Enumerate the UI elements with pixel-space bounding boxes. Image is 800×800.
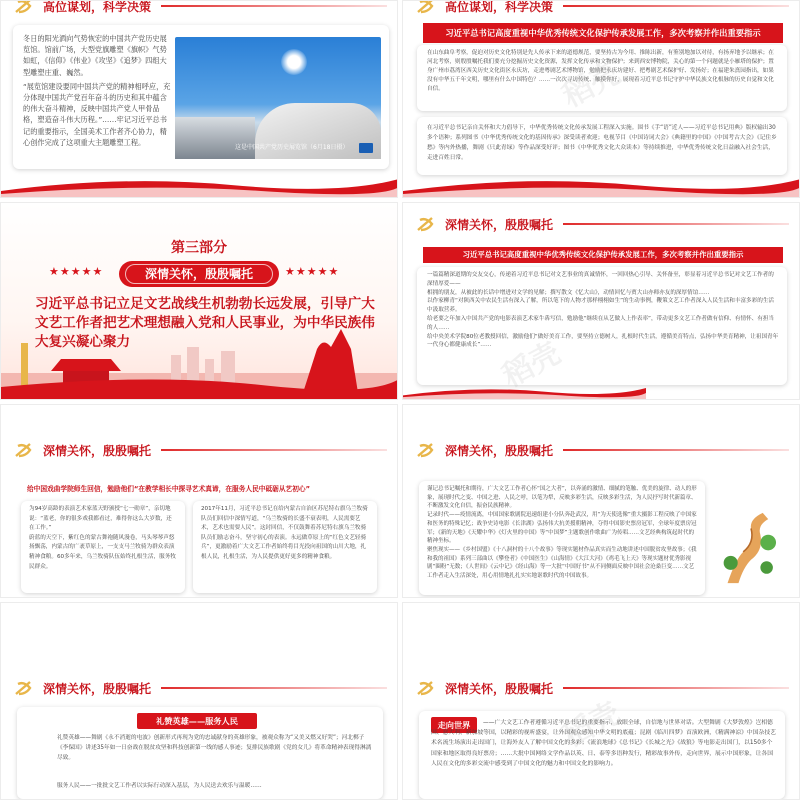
paragraph: 相拥的朋友，从被此的长话中增进对文学的见解；撰写散文《忆大山》，动情回忆与贾大山亦师亦友的深厚情谊…… <box>427 289 710 296</box>
party-emblem-icon <box>415 0 437 15</box>
slide-header <box>403 0 799 23</box>
paragraph: 在习近平总书记亲自关怀和大力倡导下，中华优秀传统文化传承发展工程深入实施。围书《手“语”近人——习近平总书记用典》版权输出30多个语种；系列图书《中华优秀传统文化的基因传承》深受读者欢迎；电视节目《中国诗词大会》《典籍里的中国》《中国考古大会》《记住乡愁》等内外热播，舞剧《只此青绿》等作品深受好评；图书《中华优秀文化大众读本》等持续推进，中华优秀传统文化日益融入社会生活，走进百姓日常。 <box>427 125 777 161</box>
party-emblem-icon <box>13 441 35 459</box>
slide-header <box>403 207 799 241</box>
slide-7[interactable] <box>0 602 398 800</box>
paragraph: 给老要之年加入中国共产党的电影表演艺术家牛犇写信，勉励他“继续在从艺做人上作表率”，带动更多文艺工作者做有信仰、有情怀、有担当的人…… <box>427 315 775 331</box>
header-divider <box>161 687 387 689</box>
party-emblem-icon <box>415 441 437 459</box>
slide-1[interactable] <box>0 0 398 198</box>
section-tag: 礼赞英雄——服务人民 <box>137 713 257 729</box>
content-card <box>417 267 787 385</box>
paragraph-text: ——广大文艺工作者遵循习近平总书记的重要指示，放眼全球，自信地与世界对话。大型舞剧《大梦敦煌》岂相德国、意大利、新加坡等国，以精彩的视听盛宴，让外国观众感知中华文明的底蕴；昆剧《临川四梦》首演欧洲，《精满神凉》中国杂技艺术名流生场演出走出国门，让海外友人了解中国文化的多彩；《流浪地球》《总书记》《长城之光》《战狼》等电影走出国门，以150多个国家和地区取得良好票房；……大批中国网络文学作品以英、日、泰等多语种发行，精彩故事外传，走向世界，展示中国形象，让各国人民在文化的多彩交流中感受到了中国文化的魅力和中国文化的影响力。 <box>431 720 776 767</box>
slide-title: 高位谋划，科学决策 <box>43 0 152 14</box>
slide-title: 深情关怀，殷殷嘱托 <box>43 444 152 458</box>
ribbon-label: 深情关怀，殷殷嘱托 <box>144 267 253 281</box>
paragraph <box>431 718 777 769</box>
paragraph: 一篇篇精深道期的交友交心，传递着习近平总书记对文艺事业的真诚情怀，一回回热心引导、关怀备至，彰显着习近平总书记对文艺工作者的深情厚爱—— <box>427 272 774 287</box>
header-divider <box>563 687 789 689</box>
star-row-right: ★★★★★ <box>285 265 340 278</box>
slide-3-section-cover[interactable] <box>0 202 398 400</box>
content-card <box>417 45 787 111</box>
slide-header <box>403 433 799 467</box>
xinhua-logo-icon <box>359 143 373 153</box>
header-divider <box>161 449 387 451</box>
slide-header <box>1 671 397 705</box>
slide-8[interactable] <box>402 602 800 800</box>
header-divider <box>563 449 789 451</box>
text-block <box>427 485 699 581</box>
slide-title: 深情关怀，殷殷嘱托 <box>445 218 554 232</box>
slide-4[interactable] <box>402 202 800 400</box>
text-block <box>427 271 779 350</box>
ribbon-border <box>125 264 273 284</box>
section-number: 第三部分 <box>171 240 227 256</box>
header-divider <box>563 5 789 7</box>
slide-title: 深情关怀，殷殷嘱托 <box>445 444 554 458</box>
section-banner: 习近平总书记高度重视中华优秀传统文化保护传承发展工作，多次考察并作出重要指示 <box>423 247 783 263</box>
wave-decoration <box>1 161 398 197</box>
paragraph: 礼赞英雄——舞剧《永不消逝的电波》创新形式再现为党的忠诚献身的英雄形象，被观众称为“又美又燃又好哭”；河北梆子《李保国》讲述35年如一日奋战在脱贫攻坚和科技创新第一线的感人事迹；复排民族歌剧《党的女儿》将革命精神表现得淋漓尽致。 <box>57 735 372 761</box>
slide-5[interactable] <box>0 404 398 598</box>
paragraph: 聚焦现实——《乡村国盟》《十八洞村的十八个故事》等现实题材作品真实而生动地讲述中国脱贫攻坚故事；《我和我的祖国》系列三部曲以《攀登者》《中国医生》《山海情》《大江大河》《鸡毛飞上天》等现实题材优秀影视剧“圈粉”无数；《人世间》《云中记》《经山海》等一大批“中国好书”从不同侧面反映中国社会沧桑巨变……文艺工作者走入生活深处，用心用情地扎扎实实地讴歌时代的中国故事。 <box>427 546 697 580</box>
section-title: 习近平总书记立足文艺战线生机勃勃长远发展，引导广大文艺工作者把艺术理想融入党和人民事业，为中华民族伟大复兴凝心聚力 <box>35 296 375 350</box>
paragraph: “展览馆建设要同中国共产党的精神相呼应，充分体现中国共产党百年奋斗的历史和其中蕴含的伟大奋斗精神，反映中国共产党人甲骨品格，塑造奋斗伟大历程。”……牢记习近平总书记的重要指示，全国美术工作者齐心协力，精心创作完成了这项重大主题雕塑工程。 <box>23 81 171 147</box>
content-card <box>419 481 705 595</box>
wave-decoration <box>403 377 646 399</box>
section-ribbon <box>119 261 279 287</box>
slide-2[interactable] <box>402 0 800 198</box>
slide-subtitle: 给中国戏曲学院师生回信，勉励他们“在教学相长中探寻艺术真谛，在服务人民中砥砺从艺初心” <box>27 485 310 493</box>
great-wall-illustration <box>711 505 791 591</box>
photo <box>175 37 381 159</box>
paragraph: 为94岁高龄的表演艺术家蓝天野颁授“七一勋章”，亲切地说：“蓝老，你的很多戏我都看过，难得你这么大岁数，还在工作。” 蔚蓝的天空下，紫红色的蒙古舞袍随风漫卷，马头琴琴声悠扬飘荡，内蒙古的广袤草原上，一支支马兰牧骑为群众表演精神食粮。60多年来，乌兰牧骑队伍始终扎根生活，服务牧民群众。 <box>29 506 176 570</box>
content-card <box>17 707 383 799</box>
sun <box>281 49 307 75</box>
content-card-right <box>193 501 377 593</box>
text-column <box>23 33 173 148</box>
section-banner: 习近平总书记高度重视中华优秀传统文化保护传承发展工作，多次考察并作出重要指示 <box>423 23 783 43</box>
party-emblem-icon <box>13 0 35 15</box>
paragraph: 以作家柳青“对陕西关中农民生活有深入了解，所以笔下的人物才那样栩栩如生”的生动事例，鞭策文艺工作者深入人民生活和丰富多彩的生活中汲取营养。 <box>427 298 775 314</box>
party-emblem-icon <box>13 679 35 697</box>
star-row-left: ★★★★★ <box>49 265 104 278</box>
paragraph: 记录时代——疫情流离，中国国家歌剧院迅速组建小分队奔赴武汉，用“为天使选像”重大摄影工程反映了中国家和医务的特殊记忆；战争史诗电影《长津湖》弘扬伟大抗美援朝精神，夺得中国影史票房冠军，全球年度票房冠军；《新的天地》《天耀中华》《灯火里的中国》等“中国梦”主题歌创作歌曲广为传唱……文艺经典构筑起时代的精神坐标。 <box>427 512 697 545</box>
slide-title: 深情关怀，殷殷嘱托 <box>43 682 152 696</box>
slide-6[interactable] <box>402 404 800 598</box>
paragraph: 2017年11月，习近平总书记在给内蒙古自治区苏尼特右旗乌兰牧骑队员们回信中深情写道，“乌兰牧骑的长盛不衰表明，人民需要艺术，艺术也需要人民”。这封回信，不仅鼓舞着苏尼特右旗乌兰牧骑队员们励志奋斗，坚守初心的表演。永远做草原上的“红色文艺轻骑兵”，更激励着广大文艺工作者始终将目光投向祖国的山川大地，扎根人民，扎根生活，为人民提供更好更多的精神食粮。 <box>201 506 368 560</box>
paragraph: 谨记总书记嘱托和期待，广大文艺工作者心怀“国之大者”，以奔涌的激情、细腻的笔触、优美的旋律、动人的形象，展现时代之变、中国之进、人民之呼，以笔为犁，反映多彩生活，反映多彩生活，为人民抒写时代新篇章、不断激发文化自信，振奋民族精神。 <box>427 486 697 510</box>
photo-caption: 这是中国共产党历史展览馆（6月18日摄） <box>235 144 349 151</box>
party-emblem-icon <box>415 679 437 697</box>
skyline-illustration <box>1 329 398 399</box>
building <box>175 117 255 159</box>
header-divider <box>161 5 387 7</box>
section-tag: 走向世界 <box>431 717 477 733</box>
party-emblem-icon <box>415 215 437 233</box>
paragraph: 给中央美术学院80位老教授回信，激励他们“做好美育工作，要坚持立德树人，扎根时代生活，遵循美育特点，弘扬中华美育精神，让祖国青年一代身心都健康成长”…… <box>427 333 779 349</box>
content-card-left <box>21 501 185 593</box>
slide-title: 深情关怀，殷殷嘱托 <box>445 682 554 696</box>
content-card <box>13 25 389 169</box>
slide-header <box>1 0 397 23</box>
slide-title: 高位谋划，科学决策 <box>445 0 554 14</box>
paragraph: 服务人民——一批批文艺工作者以实际行动深入基层，为人民送去欢乐与温暖…… <box>57 783 262 789</box>
slide-header <box>403 671 799 705</box>
wave-decoration <box>403 161 800 197</box>
paragraph: 冬日的阳光洒向气势恢宏的中国共产党历史展览馆。馆前广场，大型党旗雕塑《旗帜》气势如虹，《信仰》《伟业》《攻坚》《追梦》四组大型雕塑庄重、巍然。 <box>23 34 167 77</box>
slide-header <box>1 433 397 467</box>
paragraph: 在山东曲阜考察，促迫对历史文化特别是先人传承下来的道德规范，要坚持古为今用、推陈出新，有鉴别地加以对待，有扬弃地予以继承；在河北考察，则殷殷嘱托我们要充分挖掘历史文化资源，发挥文化传承和文物保护；来到西安博物院，关心的第一个问题就是小雁塔的保护；置身广州市荔湾区西关历史文化街区永庆坊，走进粤剧艺术博物馆，勉励把永庆坊建好、把粤剧艺术保护好、发扬好；在福建朱熹园指出，如果没有中华五千年文明，哪里有什么中国特色？……一次次寻访传统、触摸你好，展现着习近平总书记守护中华民族文化根脉的历史自觉和文化自信。 <box>427 50 774 92</box>
header-divider <box>563 223 789 225</box>
content-card <box>419 711 785 799</box>
